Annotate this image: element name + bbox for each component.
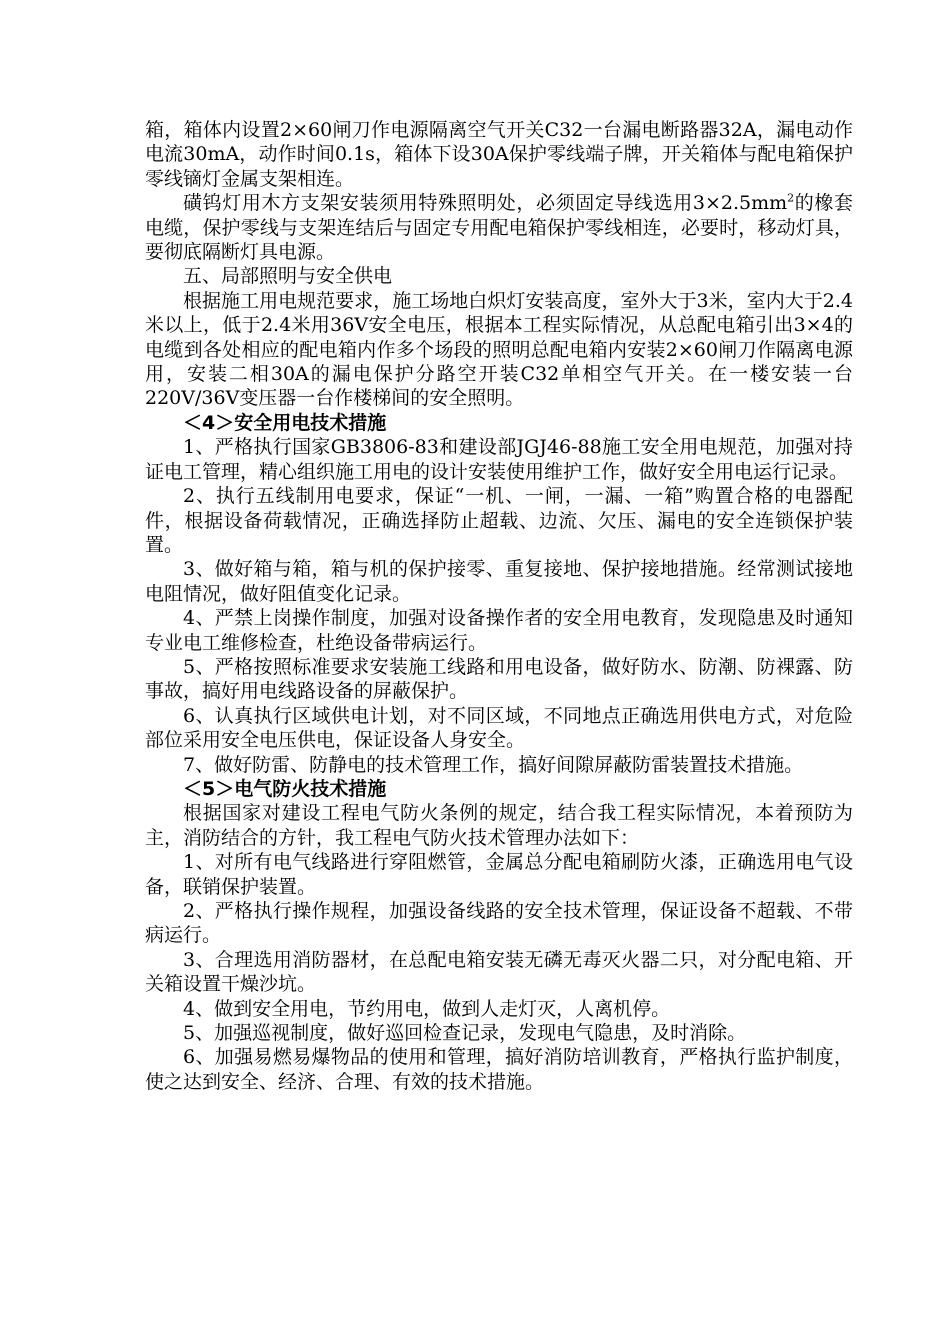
list-item-fire-2: 2、严格执行操作规程，加强设备线路的安全技术管理，保证设备不超载、不带病运行。 bbox=[145, 900, 853, 947]
paragraph-lighting-spec: 根据施工用电规范要求，施工场地白炽灯安装高度，室外大于3米，室内大于2.4米以上，低于2.4米用36V安全电压，根据本工程实际情况，从总配电箱引出3×4的电缆到各处相应的配电箱内作多个场段的照明总配电箱内安装2×60闸刀作隔离电源用，安装二相30A的漏电保护分路空开装C32单相空气开关。在一楼安装一台220V/36V变压器一台作楼梯间的安全照明。 bbox=[145, 289, 853, 410]
document-page bbox=[145, 118, 853, 1094]
paragraph-lamp-bracket-text-a: 磺钨灯用木方支架安装须用特殊照明处，必须固定导线选用3×2.5mm bbox=[183, 192, 788, 215]
paragraph-lamp-bracket-text-b: 的橡套电缆，保护零线与支架连结后与固定专用配电箱保护零线相连，必要时，移动灯具，要彻底隔断灯具电源。 bbox=[145, 192, 853, 264]
list-item-safety-2: 2、执行五线制用电要求，保证“一机、一闸，一漏、一箱”购置合格的电器配件，根据设备荷载情况，正确选择防止超载、边流、欠压、漏电的安全连锁保护装置。 bbox=[145, 485, 853, 556]
list-item-fire-5: 5、加强巡视制度，做好巡回检查记录，发现电气隐患，及时消除。 bbox=[183, 1022, 747, 1045]
list-item-fire-6: 6、加强易燃易爆物品的使用和管理，搞好消防培训教育，严格执行监护制度，使之达到安全、经济、合理、有效的技术措施。 bbox=[145, 1046, 853, 1093]
list-item-safety-7: 7、做好防雷、防静电的技术管理工作，搞好间隙屏蔽防雷装置技术措施。 bbox=[183, 753, 804, 776]
list-item-safety-3: 3、做好箱与箱，箱与机的保护接零、重复接地、保护接地措施。经常测试接地电阻情况，做好阻值变化记录。 bbox=[145, 558, 853, 605]
section-heading-fire-prevention: ＜5＞电气防火技术措施 bbox=[183, 777, 387, 800]
paragraph-fire-intro: 根据国家对建设工程电气防火条例的规定，结合我工程实际情况，本着预防为主，消防结合的方针，我工程电气防火技术管理办法如下： bbox=[145, 802, 853, 849]
paragraph-lamp-bracket bbox=[145, 191, 853, 264]
list-item-safety-5: 5、严格按照标准要求安装施工线路和用电设备，做好防水、防潮、防裸露、防事故，搞好用电线路设备的屏蔽保护。 bbox=[145, 655, 853, 703]
list-item-safety-4: 4、严禁上岗操作制度，加强对设备操作者的安全用电教育，发现隐患及时通知专业电工维修检查，杜绝设备带病运行。 bbox=[145, 607, 853, 654]
list-item-fire-4: 4、做到安全用电，节约用电，做到人走灯灭，人离机停。 bbox=[183, 997, 671, 1020]
list-item-safety-6: 6、认真执行区域供电计划，对不同区域，不同地点正确选用供电方式，对危险部位采用安全电压供电，保证设备人身安全。 bbox=[145, 704, 853, 752]
list-item-fire-1: 1、对所有电气线路进行穿阻燃管，金属总分配电箱刷防火漆，正确选用电气设备，联销保护装置。 bbox=[145, 851, 853, 898]
list-item-fire-3: 3、合理选用消防器材，在总配电箱安装无磷无毒灭火器二只，对分配电箱、开关箱设置干燥沙坑。 bbox=[145, 948, 853, 996]
superscript-squared: 2 bbox=[787, 191, 795, 205]
section-heading-safety-measures: ＜4＞安全用电技术措施 bbox=[183, 411, 387, 434]
section-heading-local-lighting: 五、局部照明与安全供电 bbox=[183, 265, 393, 288]
paragraph-continuation: 箱，箱体内设置2×60闸刀作电源隔离空气开关C32一台漏电断路器32A，漏电动作电流30mA，动作时间0.1s，箱体下设30A保护零线端子牌，开关箱体与配电箱保护零线镝灯金属支架相连。 bbox=[145, 119, 853, 190]
list-item-safety-1: 1、严格执行国家GB3806-83和建设部JGJ46-88施工安全用电规范，加强对持证电工管理，精心组织施工用电的设计安装使用维护工作，做好安全用电运行记录。 bbox=[145, 436, 853, 483]
